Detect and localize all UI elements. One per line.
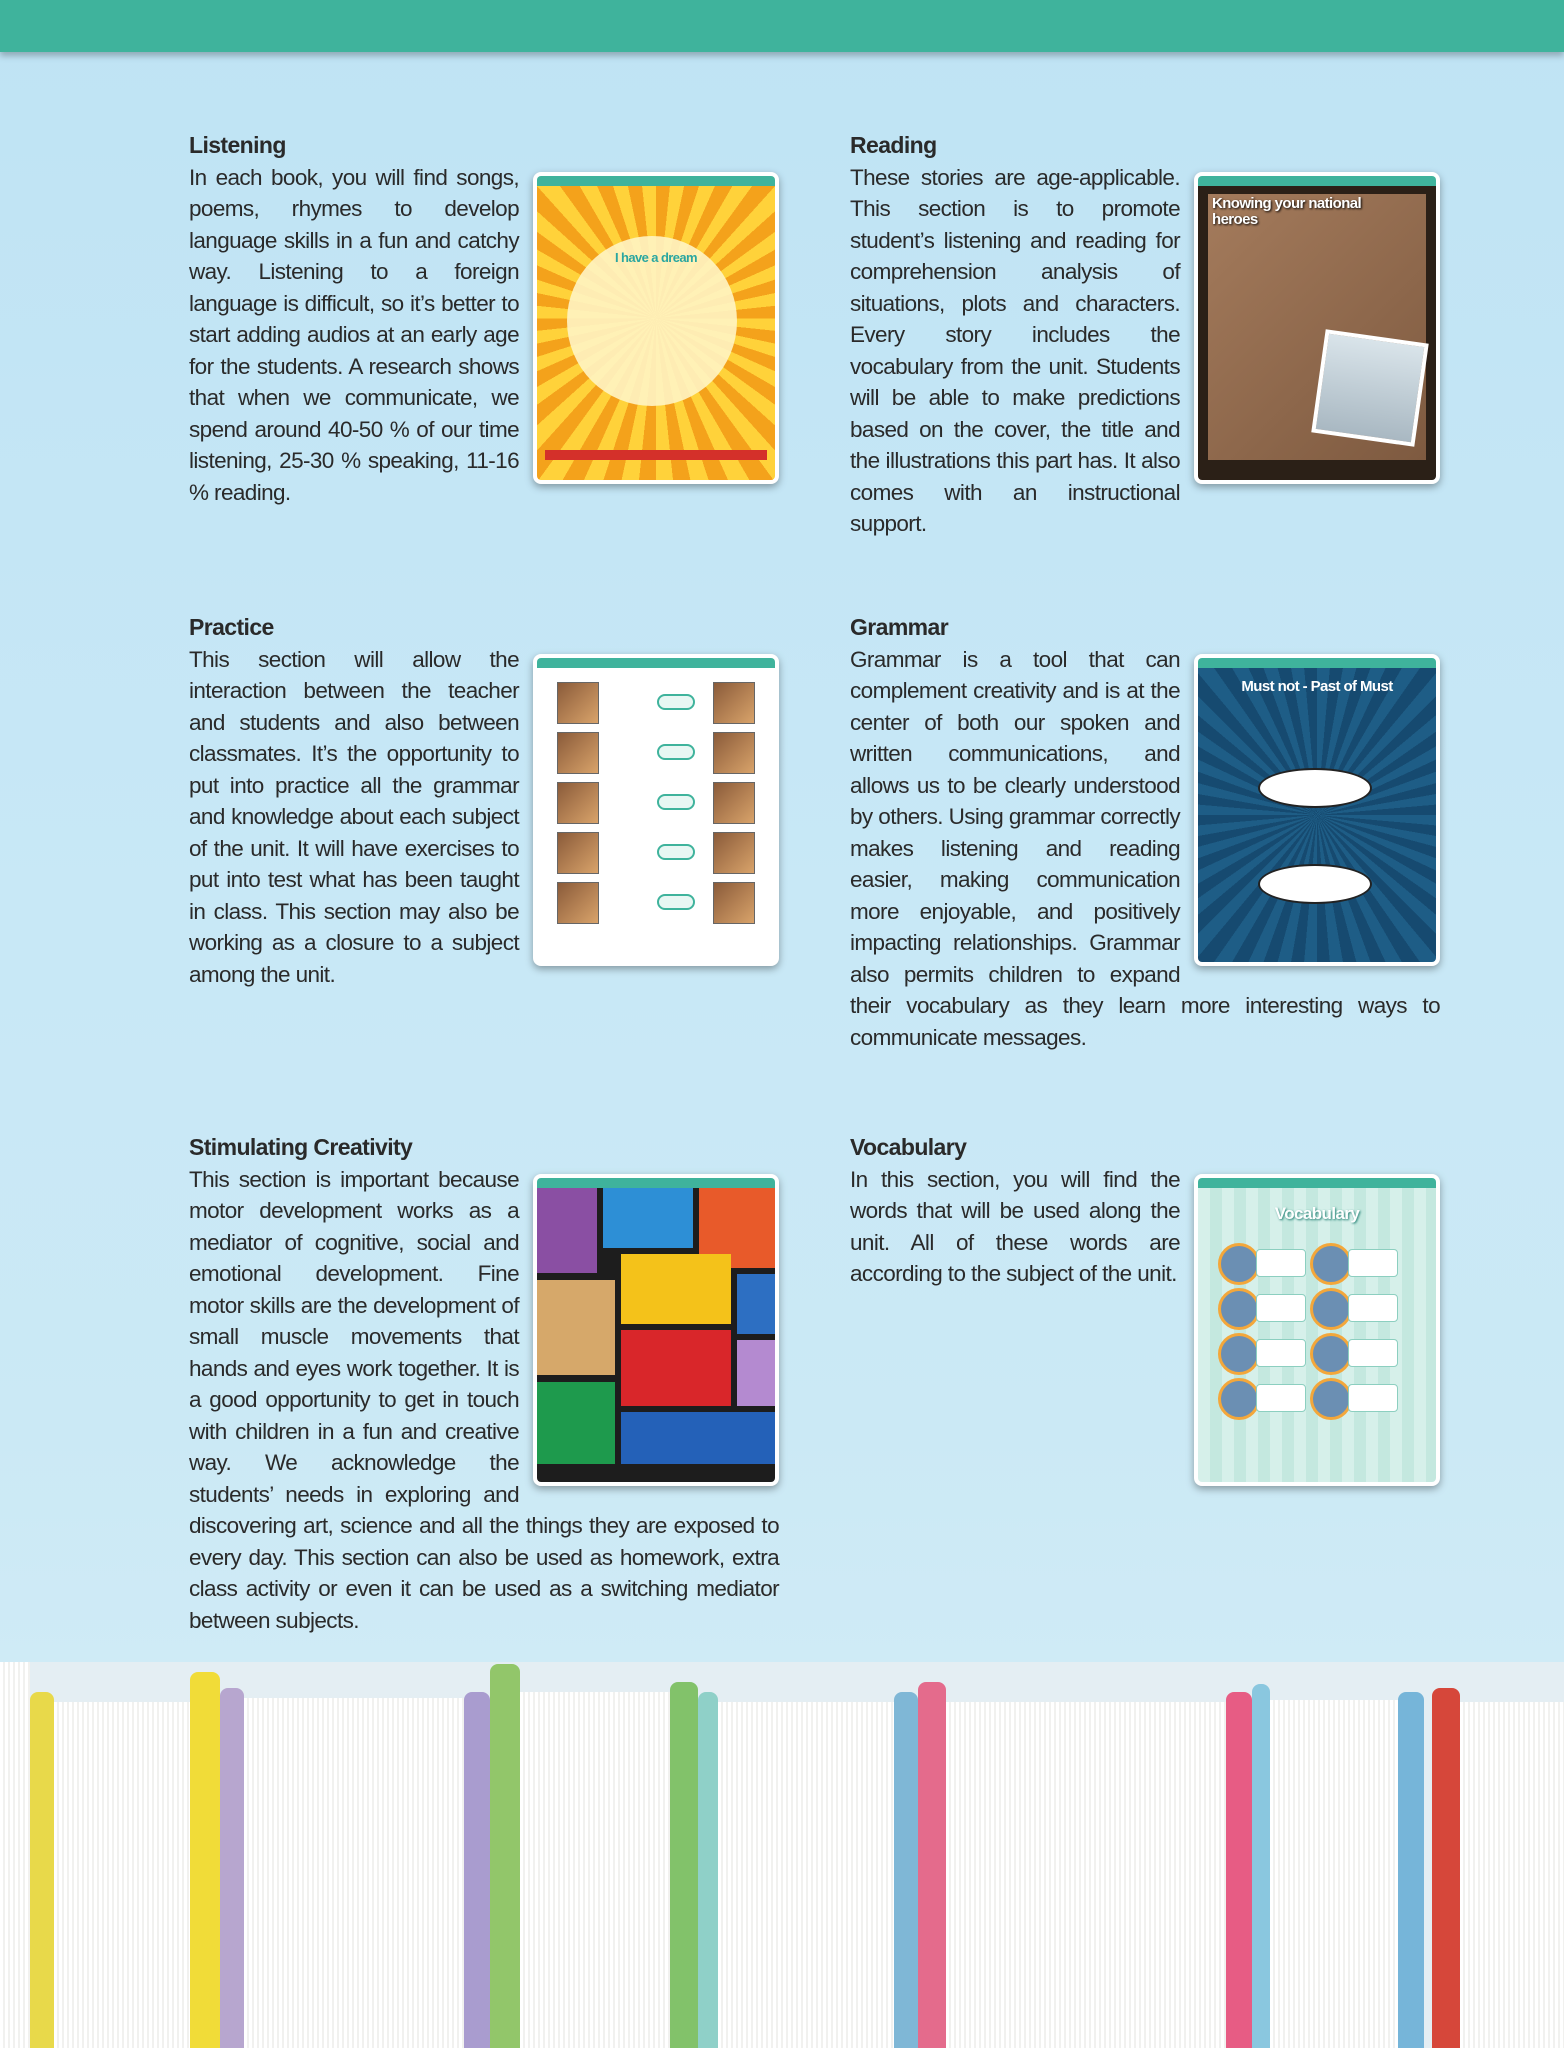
vocabulary-section — [850, 1132, 1440, 1498]
grammar-body: Grammar is a tool that can complement creativity and is at the center of both our spoken and written communications, and allows us to be clearly understood by others. Using grammar correctly makes listening and reading easier, making communication more enjoyable, and positively impacting relationships. Grammar also permits children to expand their vocabulary as they learn more interesting ways to communicate messages. — [850, 646, 1440, 1050]
practice-thumbnail — [533, 654, 779, 966]
books-photo — [0, 1662, 1564, 2048]
grammar-title: Grammar — [850, 614, 949, 640]
reading-thumbnail — [1194, 172, 1440, 484]
listening-title: Listening — [189, 132, 286, 158]
reading-title: Reading — [850, 132, 937, 158]
creativity-thumbnail — [533, 1174, 779, 1486]
reading-thumb-title: Knowing your national heroes — [1212, 194, 1362, 228]
practice-body: This section will allow the interaction between the teacher and students and also between classmates. It’s the opportunity to put into practice all the grammar and knowledge about each subject of the unit. It will have exercises to put into test what has been taught in class. This section may also be working as a closure to a subject among the unit. — [189, 646, 519, 987]
vocabulary-thumb-title: Vocabulary — [1274, 1203, 1360, 1223]
vocabulary-body: In this section, you will find the words that will be used along the unit. All of these words are according to the subject of the unit. — [850, 1166, 1180, 1286]
grammar-thumb-title: Must not - Past of Must — [1241, 677, 1393, 695]
vocabulary-thumbnail — [1194, 1174, 1440, 1486]
listening-section — [189, 130, 779, 508]
creativity-body: This section is important because motor development works as a mediator of cognitive, social and emotional development. Fine motor skills are the development of small muscle movements that hands and eyes work together. It is a good opportunity to get in touch with children in a fun and creative way. We acknowledge the students’ needs in exploring and discovering art, science and all the things they are exposed to every day. This section can also be used as homework, extra class activity or even it can be used as a switching mediator between subjects. — [189, 1166, 779, 1633]
grammar-thumbnail — [1194, 654, 1440, 966]
top-bar — [0, 0, 1564, 52]
listening-body: In each book, you will find songs, poems, rhymes to develop language skills in a fun and catchy way. Listening to a foreign language is difficult, so it’s better to start adding audios at an early age for the students. A research shows that when we communicate, we spend around 40-50 % of our time listening, 25-30 % speaking, 11-16 % reading. — [189, 164, 519, 505]
reading-section — [850, 130, 1440, 540]
reading-body: These stories are age-applicable. This section is to promote student’s listening and reading for comprehension analysis of situations, plots and characters. Every story includes the vocabulary from the unit. Students will be able to make predictions based on the cover, the title and the illustrations this part has. It also comes with an instructional support. — [850, 164, 1180, 536]
listening-thumbnail — [533, 172, 779, 484]
creativity-title: Stimulating Creativity — [189, 1134, 413, 1160]
creativity-section — [189, 1132, 779, 1636]
vocabulary-title: Vocabulary — [850, 1134, 967, 1160]
listening-thumb-title: I have a dream — [615, 249, 697, 265]
practice-section — [189, 612, 779, 990]
practice-title: Practice — [189, 614, 274, 640]
grammar-section — [850, 612, 1440, 1053]
